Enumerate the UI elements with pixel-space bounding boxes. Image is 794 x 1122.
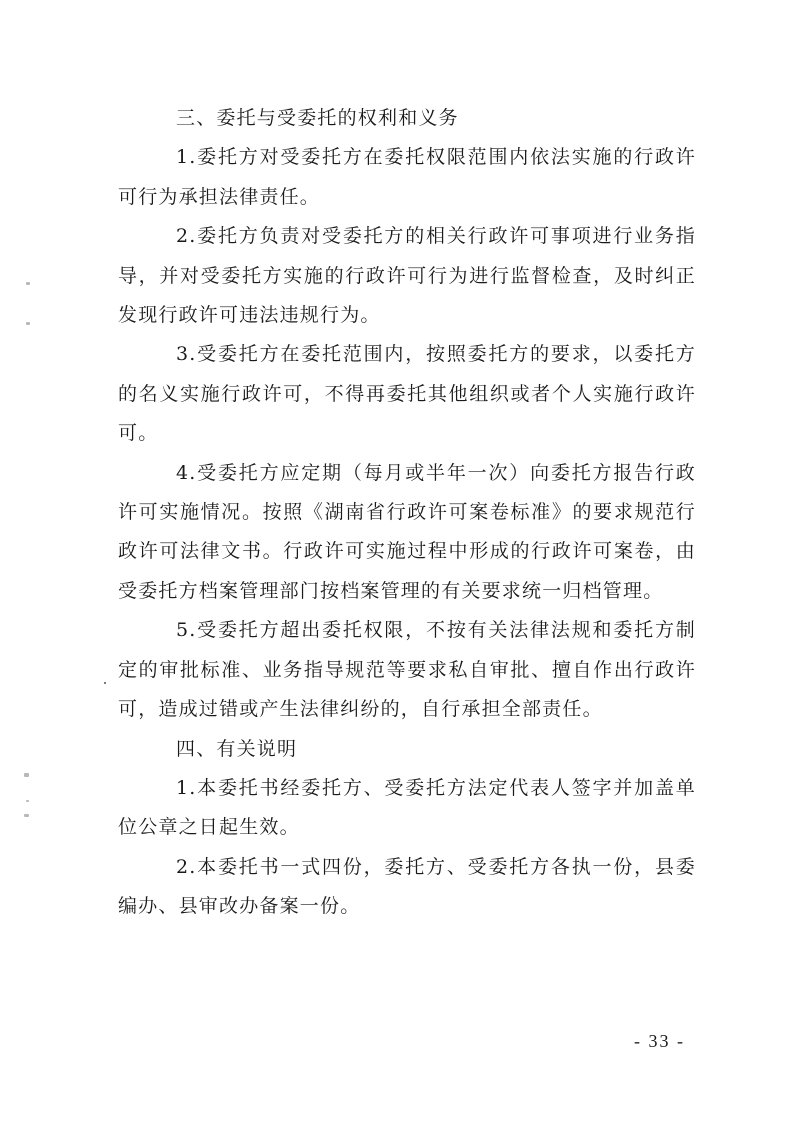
paragraph-3-2: 2.委托方负责对受委托方的相关行政许可事项进行业务指导，并对受委托方实施的行政许可行为进行监督检查，及时纠正发现行政许可违法违规行为。 bbox=[118, 225, 696, 327]
scan-speck bbox=[26, 322, 30, 325]
scan-speck bbox=[26, 282, 30, 285]
paragraph-3-3: 3.受委托方在委托范围内，按照委托方的要求，以委托方的名义实施行政许可，不得再委托其他组织或者个人实施行政许可。 bbox=[118, 343, 696, 445]
paragraph-3-1: 1.委托方对受委托方在委托权限范围内依法实施的行政许可行为承担法律责任。 bbox=[118, 146, 696, 208]
scan-speck bbox=[24, 773, 29, 777]
paragraph-3-5: 5.受委托方超出委托权限，不按有关法律法规和委托方制定的审批标准、业务指导规范等要求私自审批、擅自作出行政许可，造成过错或产生法律纠纷的，自行承担全部责任。 bbox=[118, 619, 696, 721]
scan-speck bbox=[26, 800, 29, 802]
section-heading-rights-obligations: 三、委托与受委托的权利和义务 bbox=[176, 107, 459, 129]
scan-speck bbox=[104, 682, 106, 684]
scan-speck bbox=[24, 814, 29, 817]
paragraph-4-2: 2.本委托书一式四份，委托方、受委托方各执一份，县委编办、县审改办备案一份。 bbox=[118, 855, 696, 918]
paragraph-3-4: 4.受委托方应定期（每月或半年一次）向委托方报告行政许可实施情况。按照《湖南省行政许可案卷标准》的要求规范行政许可法律文书。行政许可实施过程中形成的行政许可案卷，由受委托方档案管理部门按档案管理的有关要求统一归档管理。 bbox=[118, 461, 696, 602]
section-heading-notes: 四、有关说明 bbox=[176, 737, 298, 760]
paragraph-4-1: 1.本委托书经委托方、受委托方法定代表人签字并加盖单位公章之日起生效。 bbox=[118, 776, 696, 839]
document-body bbox=[118, 99, 696, 927]
page-number: - 33 - bbox=[634, 1031, 685, 1051]
